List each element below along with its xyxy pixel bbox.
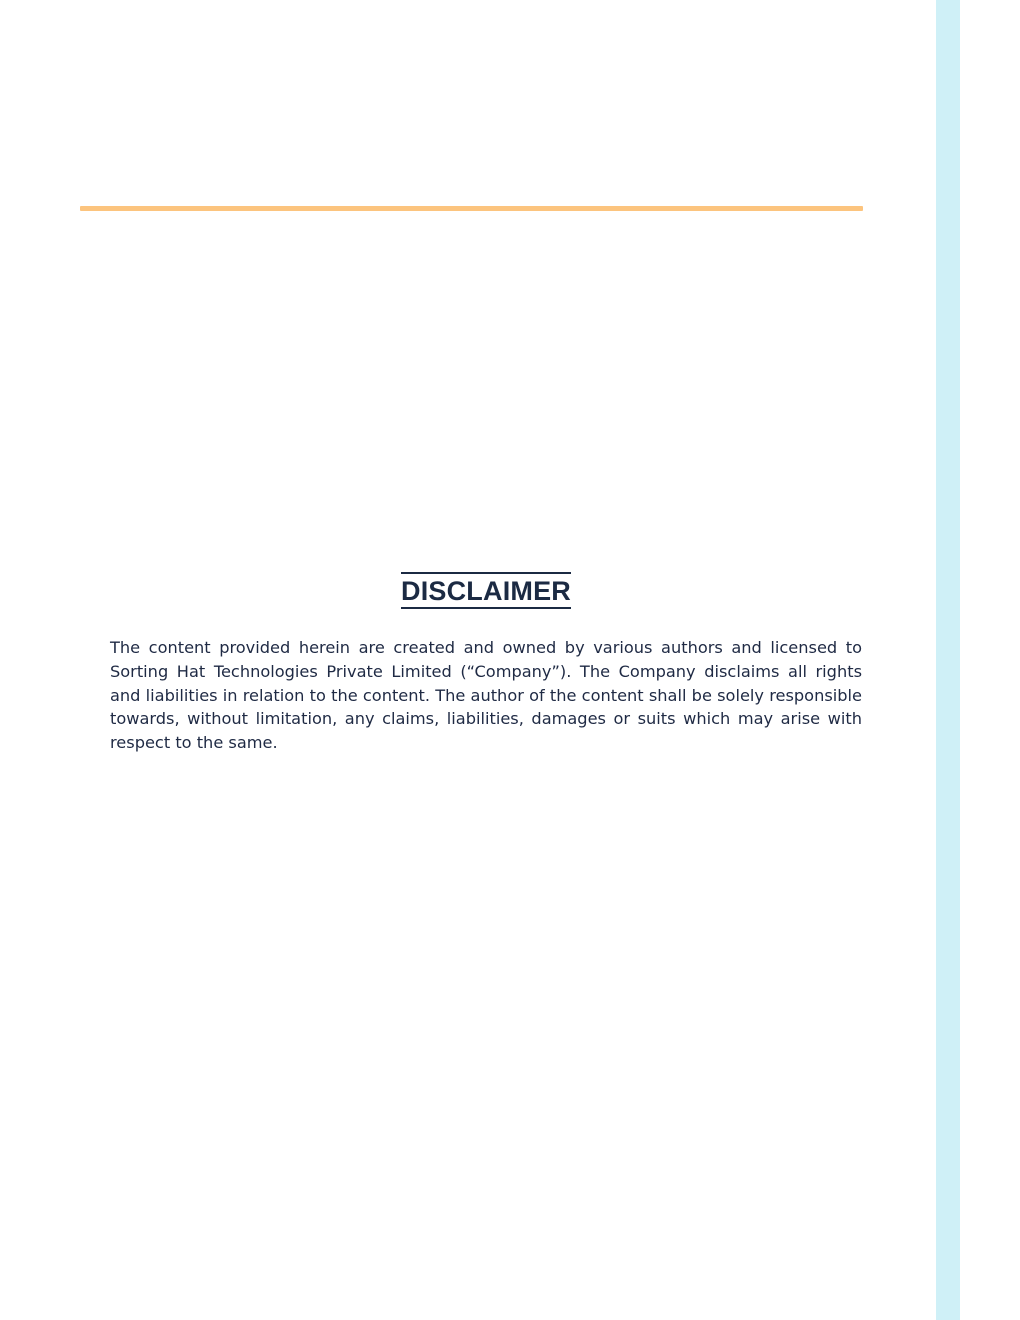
disclaimer-heading-wrap [110,572,862,609]
top-orange-rule [80,206,863,211]
disclaimer-body-text: The content provided herein are created and owned by various authors and licensed to Sorting Hat Technologies Private Limited (“Company”). The Company disclaims all rights and liabilities in relation to the content. The author of the content shall be solely responsible towards, without limitation, any claims, liabilities, damages or suits which may arise with respect to the same. [110,638,862,753]
disclaimer-section [110,572,862,755]
right-side-strip [936,0,960,1320]
disclaimer-heading: DISCLAIMER [401,572,571,609]
